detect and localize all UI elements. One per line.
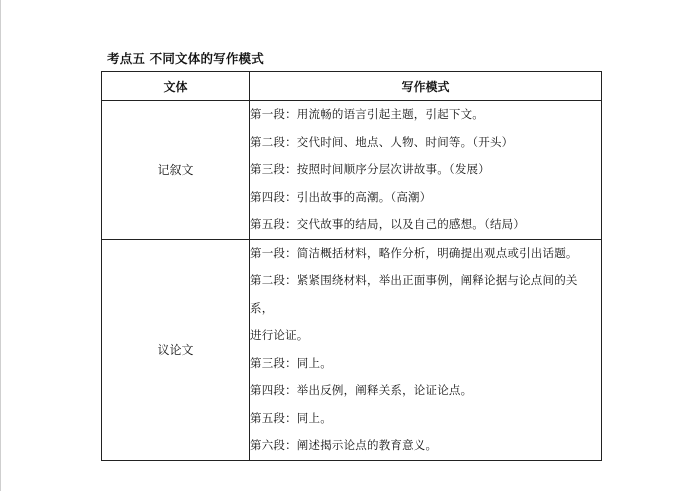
genre-cell: 议论文 — [102, 239, 250, 460]
paragraph-line: 第四段：引出故事的高潮。（高潮） — [250, 189, 432, 204]
paragraph-line: 第二段：交代时间、地点、人物、时间等。（开头） — [250, 134, 514, 149]
writing-mode-table — [101, 71, 602, 461]
table-header-row — [102, 72, 602, 101]
paragraph-line: 第一段：简洁概括材料，略作分析，明确提出观点或引出话题。 — [250, 245, 578, 260]
table-row — [102, 101, 602, 240]
header-genre: 文体 — [102, 72, 250, 101]
paragraph-line: 第四段：举出反例，阐释关系，论证论点。 — [250, 383, 473, 397]
paragraph-line: 系， — [250, 300, 274, 315]
paragraph-line: 第三段：同上。 — [250, 355, 332, 370]
mode-cell — [250, 101, 602, 240]
genre-cell: 记叙文 — [102, 101, 250, 240]
paragraph-line: 第五段：同上。 — [250, 410, 332, 425]
paragraph-line: 第二段：紧紧围绕材料，举出正面事例，阐释论据与论点间的关 — [250, 273, 578, 287]
table-row — [102, 239, 602, 460]
paragraph-line: 进行论证。 — [250, 328, 309, 342]
header-mode: 写作模式 — [250, 72, 602, 101]
paragraph-line: 第五段：交代故事的结局，以及自己的感想。（结局） — [250, 217, 526, 231]
paragraph-line: 第三段：按照时间顺序分层次讲故事。（发展） — [250, 162, 490, 176]
page-edge-rule — [0, 0, 1, 491]
mode-cell — [250, 239, 602, 460]
section-title: 考点五 不同文体的写作模式 — [107, 51, 264, 66]
paragraph-line: 第六段：阐述揭示论点的教育意义。 — [250, 438, 438, 452]
paragraph-line: 第一段：用流畅的语言引起主题，引起下文。 — [250, 107, 484, 121]
